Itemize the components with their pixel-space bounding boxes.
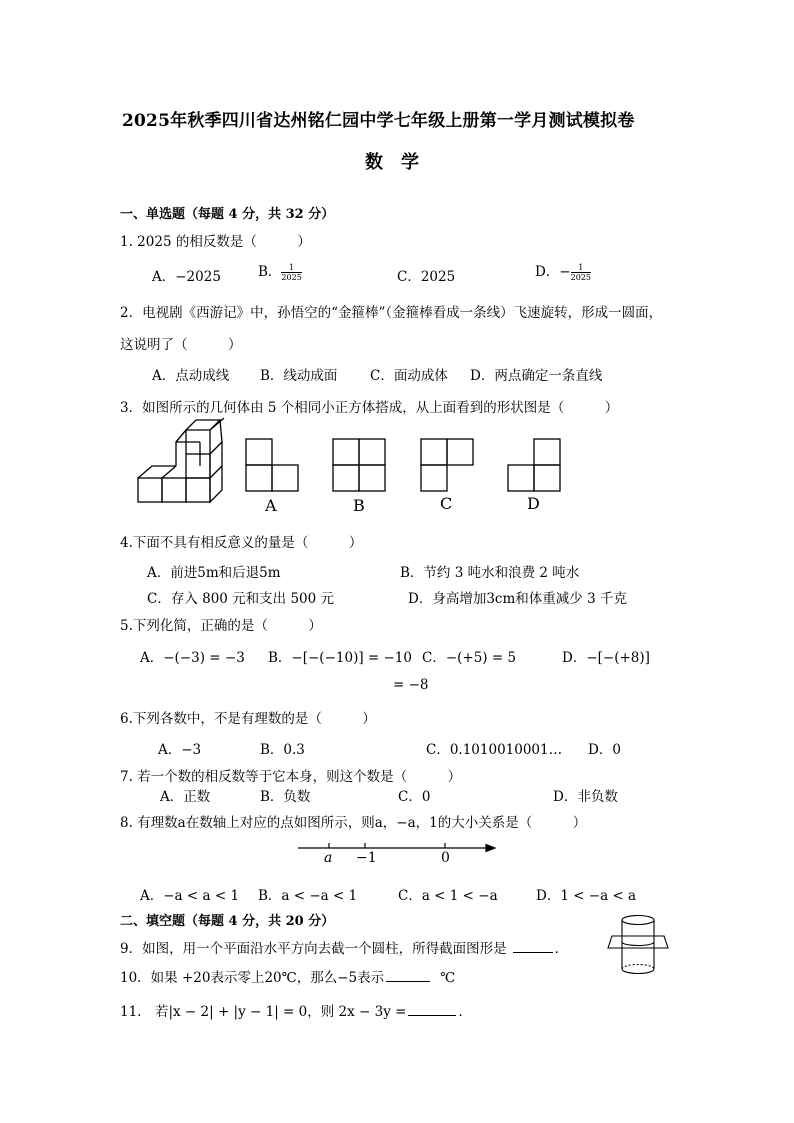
q1-option-d-numerator: 1 — [571, 263, 591, 273]
q11-answer-blank[interactable] — [408, 1003, 456, 1016]
q8-option-c: C．a < 1 < −a — [398, 888, 498, 904]
q7-option-a: A．正数 — [160, 789, 211, 805]
q1-option-b — [258, 260, 302, 282]
q6-option-d: D．0 — [588, 742, 621, 758]
q1-option-d-prefix: D．− — [535, 264, 571, 280]
q9-answer-blank[interactable] — [513, 940, 553, 953]
q5-stem: 5.下列化简，正确的是（ ） — [120, 618, 322, 634]
q10-stem-text: 10．如果 +20表示零上20℃，那么−5表示 — [120, 970, 385, 986]
q9-stem-text: 9．如图，用一个平面沿水平方向去截一个圆柱，所得截面图形是 — [120, 941, 507, 957]
q8-option-a: A．−a < a < 1 — [140, 888, 240, 904]
q4-option-b: B．节约 3 吨水和浪费 2 吨水 — [400, 565, 580, 581]
q3-option-b-figure — [332, 438, 386, 492]
q9-cylinder-figure — [606, 912, 670, 984]
q3-option-d-figure — [507, 438, 561, 492]
q8-stem: 8. 有理数a在数轴上对应的点如图所示，则a，−a，1的大小关系是（ ） — [120, 815, 587, 831]
q1-option-b-numerator: 1 — [281, 263, 301, 273]
q8-option-d: D．1 < −a < a — [536, 888, 637, 904]
q1-option-a: A．−2025 — [152, 269, 221, 285]
q1-option-d-fraction — [571, 263, 591, 282]
q4-stem: 4.下面不具有相反意义的量是（ ） — [120, 535, 363, 551]
q3-label-c: C — [440, 494, 453, 513]
q8-axis-label-zero: 0 — [441, 850, 450, 866]
q5-option-c: C．−(+5) = 5 — [422, 650, 517, 666]
q6-option-c: C．0.1010010001… — [426, 742, 563, 758]
q7-option-b: B．负数 — [260, 789, 311, 805]
q3-solid-figure — [134, 426, 234, 508]
q5-option-d-continued: = −8 — [393, 677, 429, 693]
q7-option-d: D．非负数 — [553, 789, 618, 805]
q4-option-d: D．身高增加3cm和体重减少 3 千克 — [408, 591, 627, 607]
q1-option-d — [535, 260, 591, 282]
q5-option-b: B．−[−(−10)] = −10 — [268, 650, 412, 666]
q11-stem — [120, 1000, 472, 1020]
q4-option-a: A．前进5m和后退5m — [147, 565, 281, 581]
q7-option-c: C．0 — [398, 789, 431, 805]
q1-stem: 1. 2025 的相反数是（ ） — [120, 234, 311, 250]
q3-label-d: D — [527, 494, 540, 513]
q2-stem-line1: 2．电视剧《西游记》中，孙悟空的“金箍棒”（金箍棒看成一条线）飞速旋转，形成一圆面， — [120, 305, 663, 321]
q6-option-b: B．0.3 — [260, 742, 305, 758]
q1-option-c: C．2025 — [397, 269, 456, 285]
section-fill-in: 二、填空题（每题 4 分，共 20 分） — [120, 914, 335, 929]
q1-option-b-prefix: B． — [258, 264, 282, 280]
exam-title: 2025年秋季四川省达州铭仁园中学七年级上册第一学月测试模拟卷 — [122, 111, 635, 131]
q8-axis-label-a: a — [324, 850, 333, 866]
q8-option-b: B．a < −a < 1 — [258, 888, 358, 904]
q2-option-d: D．两点确定一条直线 — [470, 368, 603, 384]
q9-stem — [120, 937, 568, 957]
q2-option-a: A．点动成线 — [152, 368, 230, 384]
q1-option-d-denominator: 2025 — [570, 273, 591, 282]
q11-stem-end: ． — [458, 1004, 472, 1020]
q8-axis-label-minus-one: −1 — [356, 850, 377, 866]
subject-title: 数 学 — [365, 152, 419, 173]
q5-option-a: A．−(−3) = −3 — [140, 650, 245, 666]
q10-answer-blank[interactable] — [386, 969, 430, 982]
q1-option-b-fraction — [281, 263, 301, 282]
q1-option-b-denominator: 2025 — [281, 273, 302, 282]
q10-stem — [120, 966, 455, 986]
section-single-choice: 一、单选题（每题 4 分，共 32 分） — [120, 207, 335, 222]
q10-stem-end: ℃ — [440, 970, 456, 986]
q6-option-a: A．−3 — [158, 742, 202, 758]
q11-stem-text: 11. 若|x − 2| + |y − 1| = 0，则 2x − 3y = — [120, 1004, 407, 1020]
q2-option-c: C．面动成体 — [370, 368, 448, 384]
q2-stem-line2: 这说明了（ ） — [120, 337, 242, 353]
q9-stem-end: ． — [554, 941, 569, 957]
q3-label-b: B — [353, 496, 365, 515]
q5-option-d: D．−[−(+8)] — [562, 650, 650, 666]
q3-option-c-figure — [420, 438, 474, 492]
q3-stem: 3．如图所示的几何体由 5 个相同小正方体搭成，从上面看到的形状图是（ ） — [120, 400, 619, 416]
q6-stem: 6.下列各数中，不是有理数的是（ ） — [120, 711, 376, 727]
q3-option-a-figure — [245, 438, 299, 492]
q2-option-b: B．线动成面 — [260, 368, 338, 384]
q4-option-c: C．存入 800 元和支出 500 元 — [147, 591, 335, 607]
q3-label-a: A — [265, 496, 277, 515]
q7-stem: 7. 若一个数的相反数等于它本身，则这个数是（ ） — [120, 769, 462, 785]
